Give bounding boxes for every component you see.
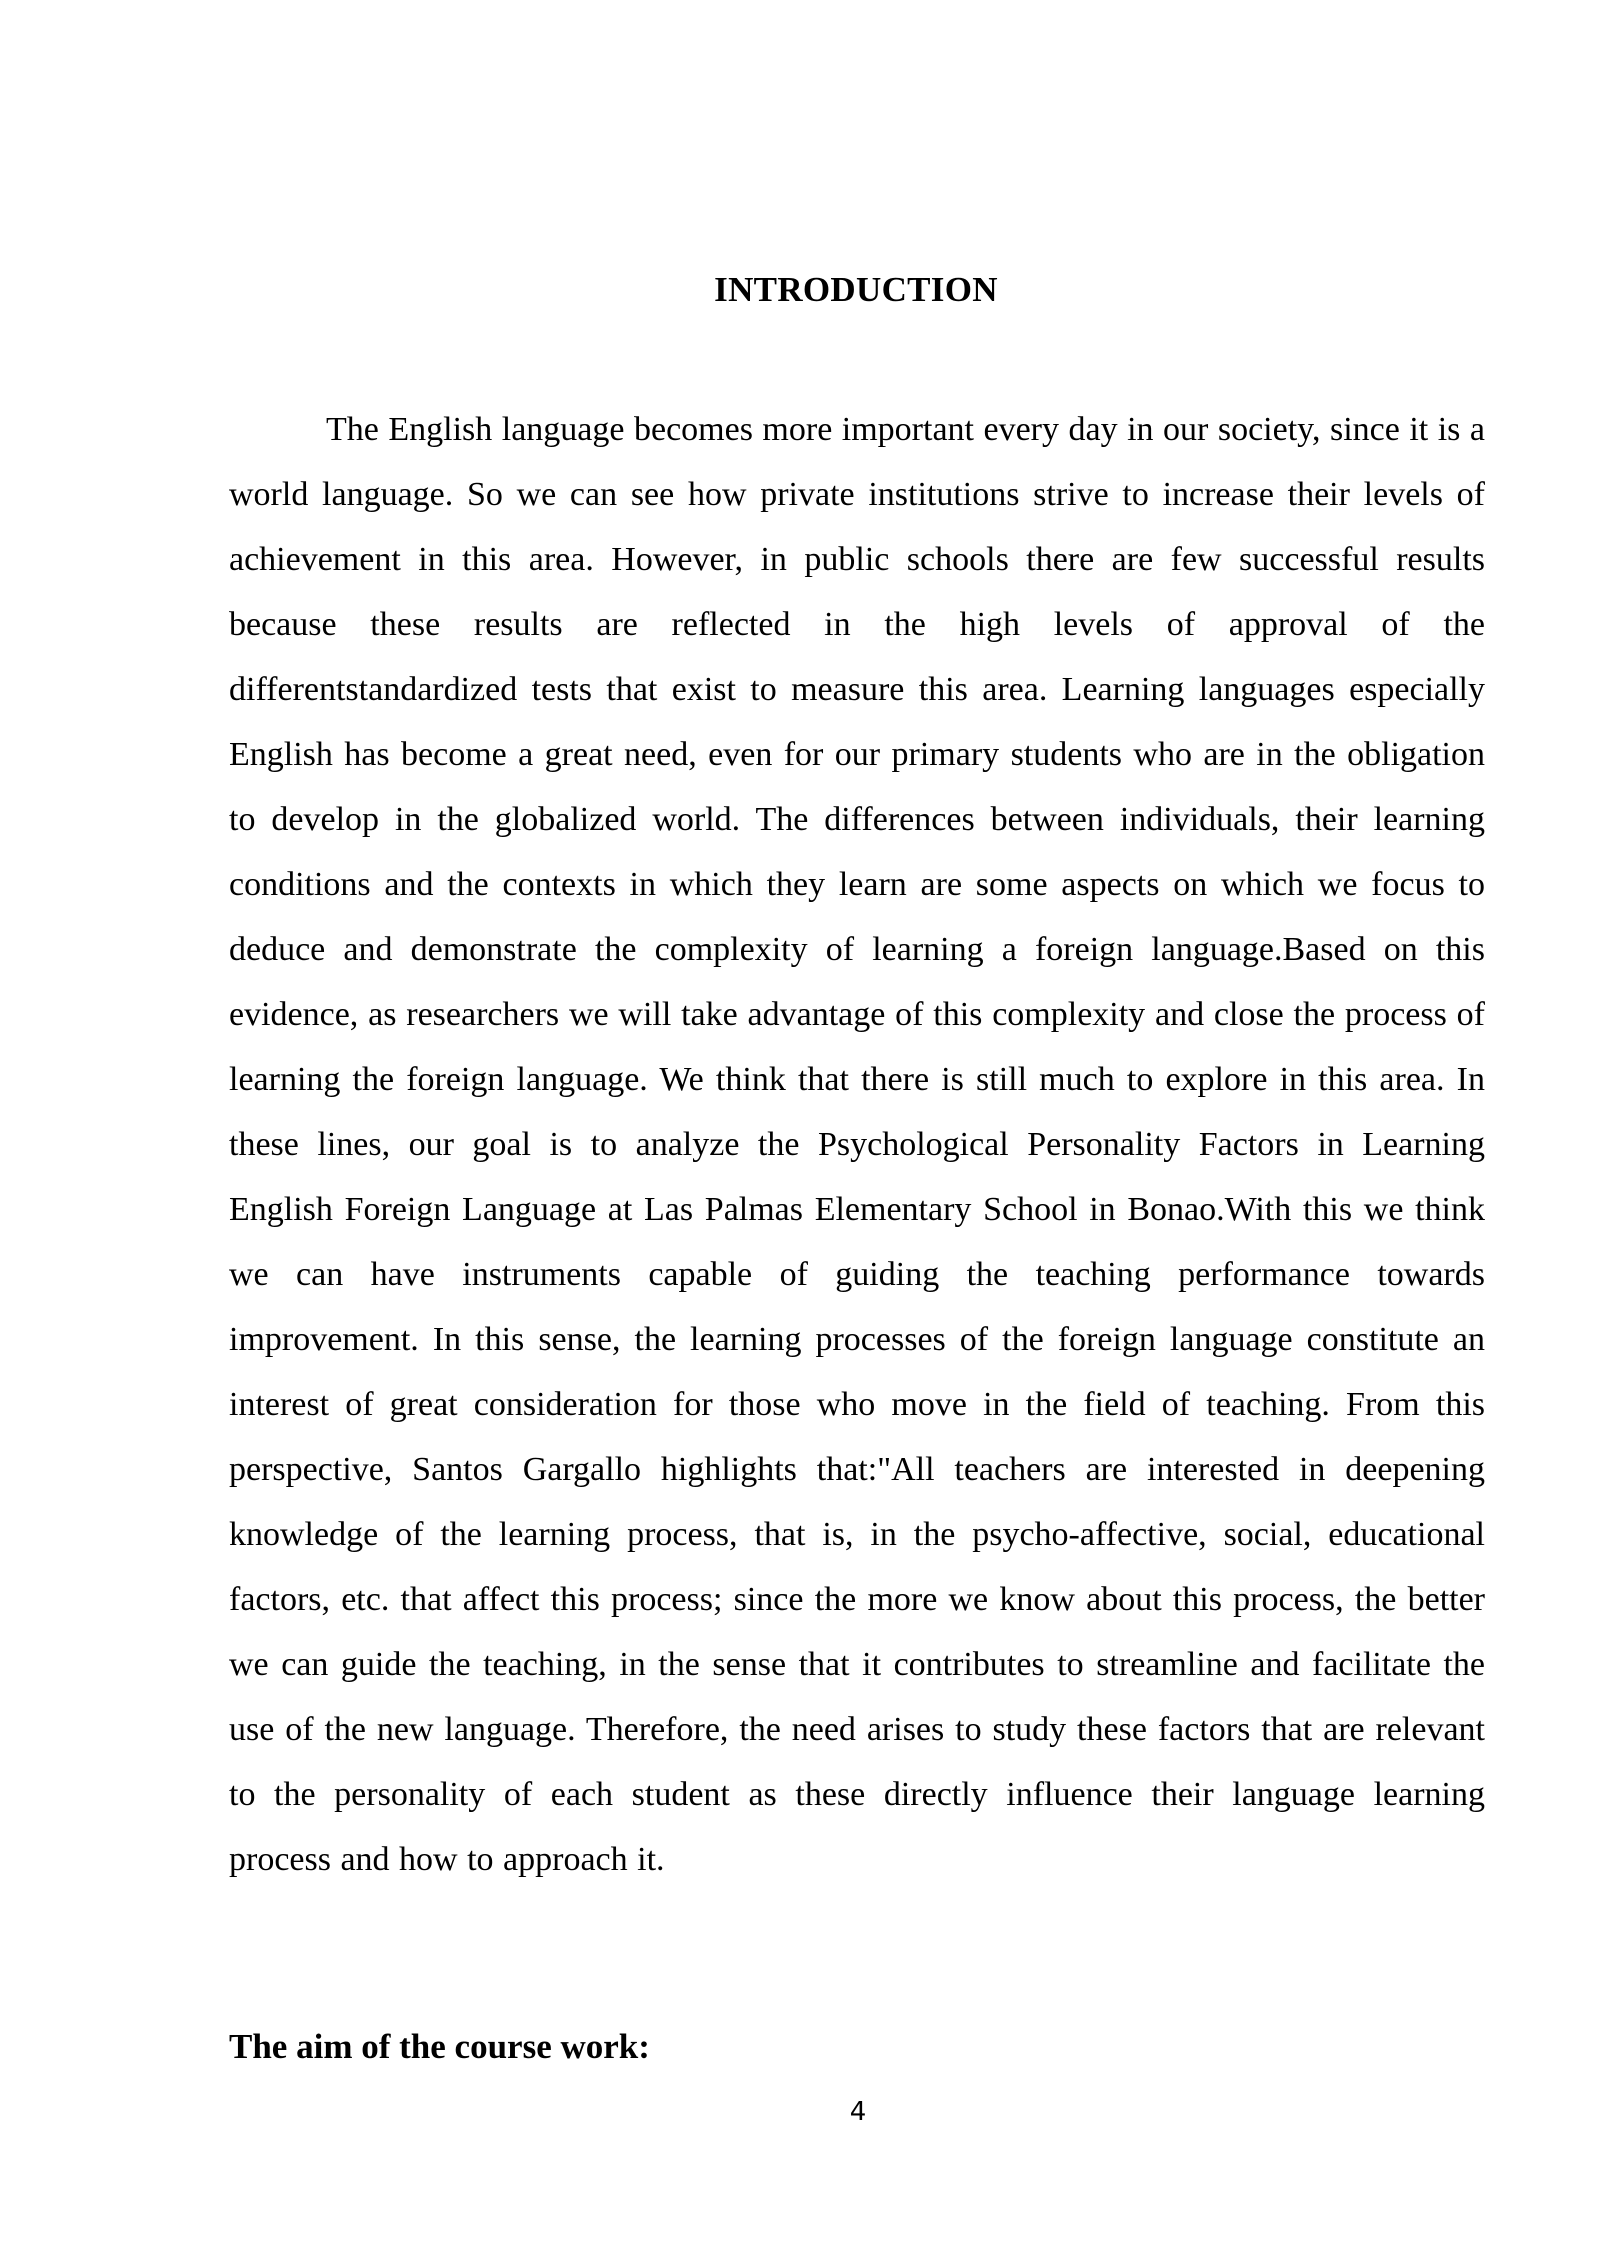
page-number: 4	[849, 2097, 867, 2127]
section-heading: INTRODUCTION	[714, 270, 998, 309]
introduction-paragraph: The English language becomes more important every day in our society, since it is a world language. So we can see how private institutions strive to increase their levels of achievement in this area. However, in public schools there are few successful results because these results are reflected in the high levels of approval of the differentstandardized tests that exist to measure this area. Learning languages especially English has become a great need, even for our primary students who are in the obligation to develop in the globalized world. The differences between individuals, their learning conditions and the contexts in which they learn are some aspects on which we focus to deduce and demonstrate the complexity of learning a foreign language.Based on this evidence, as researchers we will take advantage of this complexity and close the process of learning the foreign language. We think that there is still much to explore in this area. In these lines, our goal is to analyze the Psychological Personality Factors in Learning English Foreign Language at Las Palmas Elementary School in Bonao.With this we think we can have instruments capable of guiding the teaching performance towards improvement. In this sense, the learning processes of the foreign language constitute an interest of great consideration for those who move in the field of teaching. From this perspective, Santos Gargallo highlights that:"All teachers are interested in deepening knowledge of the learning process, that is, in the psycho-affective, social, educational factors, etc. that affect this process; since the more we know about this process, the better we can guide the teaching, in the sense that it contributes to streamline and facilitate the use of the new language. Therefore, the need arises to study these factors that are relevant to the personality of each student as these directly influence their language learning process and how to approach it.	[229, 411, 1485, 1878]
aim-subheading: The aim of the course work:	[229, 2027, 650, 2066]
